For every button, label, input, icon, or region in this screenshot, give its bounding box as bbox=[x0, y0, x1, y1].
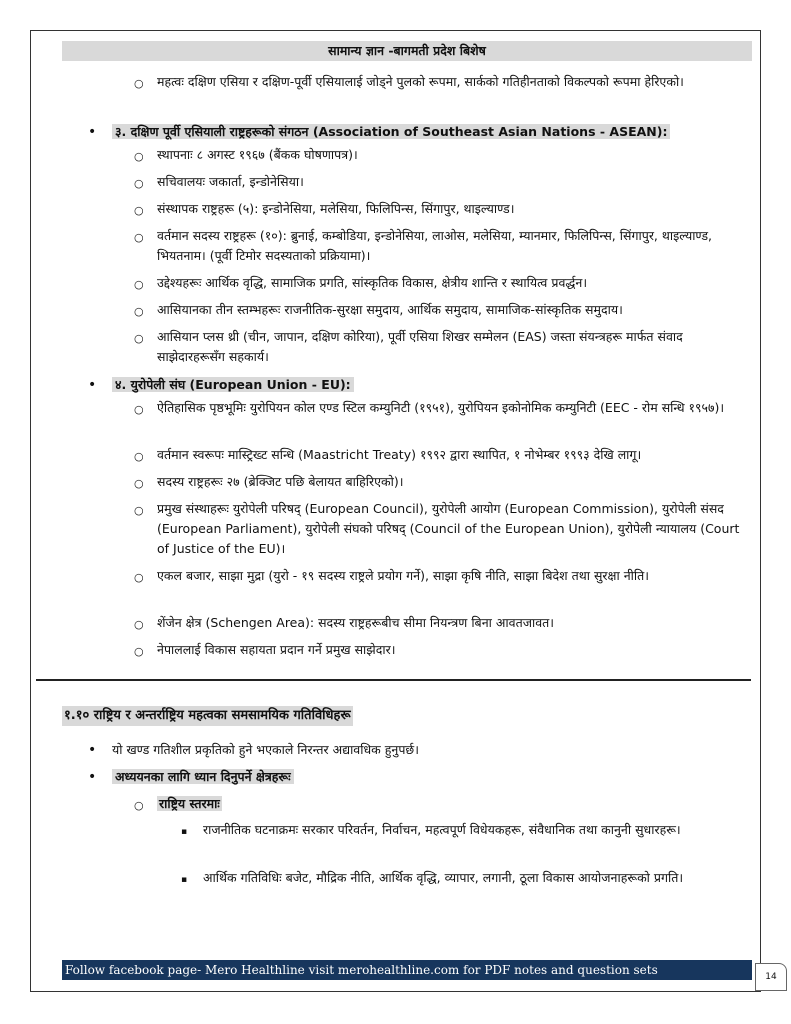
circle-bullet-icon: ○ bbox=[134, 150, 144, 163]
asean-item: आसियान प्लस थ्री (चीन, जापान, दक्षिण कोरिया), पूर्वी एसिया शिखर सम्मेलन (EAS) जस्ता संयन्त्रहरू मार्फत संवाद साझेदारहरूसँग सहकार्य। bbox=[157, 329, 683, 364]
bullet-icon: • bbox=[88, 742, 97, 758]
page-header-title: सामान्य ज्ञान -बागमती प्रदेश बिशेष bbox=[328, 43, 486, 58]
national-item: राजनीतिक घटनाक्रमः सरकार परिवर्तन, निर्वाचन, महत्वपूर्ण विधेयकहरू, संवैधानिक तथा कानुनी सुधारहरू। bbox=[203, 822, 681, 837]
eu-heading-text: ४. युरोपेली संघ (European Union - EU): bbox=[112, 377, 354, 392]
page-number: 14 bbox=[755, 963, 787, 991]
bullet-icon: • bbox=[88, 124, 97, 140]
section-divider bbox=[36, 679, 751, 681]
eu-item: नेपाललाई विकास सहायता प्रदान गर्ने प्रमुख साझेदार। bbox=[157, 642, 396, 657]
circle-bullet-icon: ○ bbox=[134, 799, 144, 812]
asean-item: सचिवालयः जकार्ता, इन्डोनेसिया। bbox=[157, 174, 304, 189]
national-level-heading-text: राष्ट्रिय स्तरमाः bbox=[159, 796, 220, 811]
eu-item: शेंजेन क्षेत्र (Schengen Area): सदस्य राष्ट्रहरूबीच सीमा नियन्त्रण बिना आवतजावत। bbox=[157, 615, 555, 630]
bullet-icon: • bbox=[88, 377, 97, 393]
circle-bullet-icon: ○ bbox=[134, 504, 144, 517]
circle-bullet-icon: ○ bbox=[134, 477, 144, 490]
eu-item: सदस्य राष्ट्रहरूः २७ (ब्रेक्जिट पछि बेलायत बाहिरिएको)। bbox=[157, 474, 404, 489]
eu-item: ऐतिहासिक पृष्ठभूमिः युरोपियन कोल एण्ड स्टिल कम्युनिटी (१९५१), युरोपियन इकोनोमिक कम्युनिटी (EEC - रोम सन्धि १९५७)। bbox=[157, 400, 725, 415]
circle-bullet-icon: ○ bbox=[134, 305, 144, 318]
eu-item: प्रमुख संस्थाहरूः युरोपेली परिषद् (European Council), युरोपेली आयोग (European Commission), युरोपेली संसद (European Parliament), युरोपेली संघको परिषद् (Council of the European Union), युरोपेली न्यायालय (Court of Justice of the EU)। bbox=[157, 501, 740, 556]
section-bullet: यो खण्ड गतिशील प्रकृतिको हुने भएकाले निरन्तर अद्यावधिक हुनुपर्छ। bbox=[112, 742, 419, 757]
asean-item: वर्तमान सदस्य राष्ट्रहरू (१०): ब्रुनाई, कम्बोडिया, इन्डोनेसिया, लाओस, मलेसिया, म्यानमार, फिलिपिन्स, सिंगापुर, थाइल्याण्ड, भियतनाम। (पूर्वी टिमोर सदस्यताको प्रक्रियामा)। bbox=[157, 228, 713, 263]
bullet-icon: • bbox=[88, 769, 97, 785]
circle-bullet-icon: ○ bbox=[134, 332, 144, 345]
asean-item: स्थापनाः ८ अगस्ट १९६७ (बैंकक घोषणापत्र)। bbox=[157, 147, 358, 162]
study-areas-heading-text: अध्ययनका लागि ध्यान दिनुपर्ने क्षेत्रहरूः bbox=[112, 769, 294, 784]
asean-heading-text: ३. दक्षिण पूर्वी एसियाली राष्ट्रहरूको संगठन (Association of Southeast Asian Nations - ASEAN): bbox=[112, 124, 670, 139]
circle-bullet-icon: ○ bbox=[134, 177, 144, 190]
circle-bullet-icon: ○ bbox=[134, 571, 144, 584]
section-heading: १.१० राष्ट्रिय र अन्तर्राष्ट्रिय महत्वका समसामयिक गतिविधिहरू bbox=[62, 706, 353, 726]
eu-item: एकल बजार, साझा मुद्रा (युरो - १९ सदस्य राष्ट्रले प्रयोग गर्ने), साझा कृषि नीति, साझा बिदेश तथा सुरक्षा नीति। bbox=[157, 568, 649, 583]
circle-bullet-icon: ○ bbox=[134, 403, 144, 416]
study-areas-heading bbox=[112, 767, 752, 787]
asean-item: उद्देश्यहरूः आर्थिक वृद्धि, सामाजिक प्रगति, सांस्कृतिक विकास, क्षेत्रीय शान्ति र स्थायित्व प्रवर्द्धन। bbox=[157, 275, 588, 290]
footer-banner: Follow facebook page- Mero Healthline visit merohealthline.com for PDF notes and question sets bbox=[62, 960, 752, 980]
circle-bullet-icon: ○ bbox=[134, 618, 144, 631]
asean-item: संस्थापक राष्ट्रहरू (५): इन्डोनेसिया, मलेसिया, फिलिपिन्स, सिंगापुर, थाइल्याण्ड। bbox=[157, 201, 515, 216]
intro-text: महत्वः दक्षिण एसिया र दक्षिण-पूर्वी एसियालाई जोड्ने पुलको रूपमा, सार्कको गतिहीनताको विकल्पको रूपमा हेरिएको। bbox=[157, 74, 684, 89]
national-item: आर्थिक गतिविधिः बजेट, मौद्रिक नीति, आर्थिक वृद्धि, व्यापार, लगानी, ठूला विकास आयोजनाहरूको प्रगति। bbox=[203, 870, 684, 885]
circle-bullet-icon: ○ bbox=[134, 204, 144, 217]
circle-bullet-icon: ○ bbox=[134, 231, 144, 244]
national-level-heading bbox=[157, 794, 747, 814]
square-bullet-icon: ▪ bbox=[181, 875, 188, 885]
eu-item: वर्तमान स्वरूपः मास्ट्रिख्ट सन्धि (Maastricht Treaty) १९९२ द्वारा स्थापित, १ नोभेम्बर १९९३ देखि लागू। bbox=[157, 447, 642, 462]
circle-bullet-icon: ○ bbox=[134, 450, 144, 463]
square-bullet-icon: ▪ bbox=[181, 827, 188, 837]
circle-bullet-icon: ○ bbox=[134, 77, 144, 90]
asean-item: आसियानका तीन स्तम्भहरूः राजनीतिक-सुरक्षा समुदाय, आर्थिक समुदाय, सामाजिक-सांस्कृतिक समुदाय। bbox=[157, 302, 623, 317]
asean-heading bbox=[112, 122, 752, 142]
eu-heading bbox=[112, 375, 752, 395]
circle-bullet-icon: ○ bbox=[134, 645, 144, 658]
circle-bullet-icon: ○ bbox=[134, 278, 144, 291]
